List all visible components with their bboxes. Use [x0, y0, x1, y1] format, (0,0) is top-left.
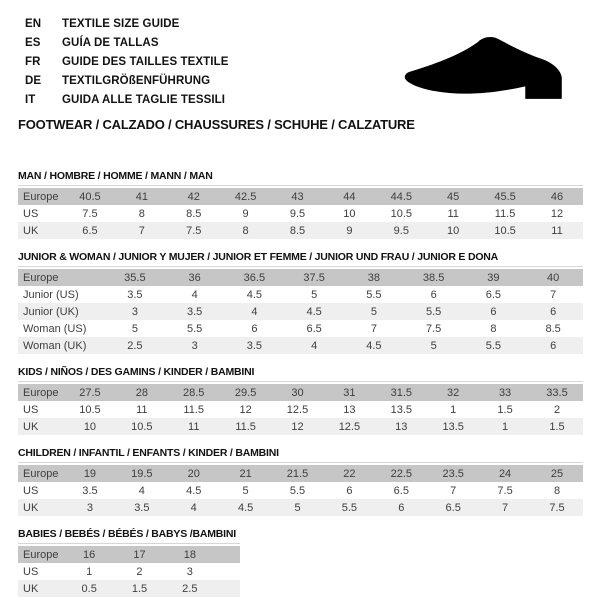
- row-label: US: [23, 207, 39, 220]
- size-cell: 27.5: [79, 386, 101, 399]
- row-label: UK: [23, 582, 39, 595]
- size-cell: 4: [251, 305, 258, 318]
- size-cell: 10: [447, 224, 460, 237]
- size-cell: 45.5: [494, 190, 516, 203]
- section-junior-woman: [18, 251, 583, 354]
- size-cell: 21.5: [286, 467, 309, 480]
- row-label: UK: [23, 420, 39, 433]
- divider: [18, 543, 240, 544]
- size-cell: 7: [550, 288, 557, 301]
- size-cell: 6: [251, 322, 258, 335]
- table-row: [18, 320, 583, 337]
- table-row: [18, 546, 240, 563]
- size-cell: 11: [447, 207, 459, 220]
- header: [18, 14, 583, 132]
- size-cell: 21: [239, 467, 252, 480]
- size-cell: 25: [550, 467, 564, 480]
- size-cell: 5: [370, 305, 377, 318]
- row-label: US: [23, 565, 39, 578]
- size-cell: 8.5: [186, 207, 202, 220]
- size-cell: 29.5: [234, 386, 257, 399]
- table-title: CHILDREN / INFANTIL / ENFANTS / KINDER / BAMBINI: [18, 447, 279, 459]
- row-label: Woman (UK): [23, 339, 87, 352]
- size-cell: 2: [136, 565, 143, 578]
- size-cell: 7: [502, 501, 509, 514]
- size-cell: 7.5: [82, 207, 98, 220]
- size-cell: 23.5: [442, 467, 464, 480]
- size-cell: 6: [490, 305, 497, 318]
- size-cell: 10: [343, 207, 356, 220]
- size-table: [18, 384, 583, 435]
- size-cell: 11: [136, 403, 148, 416]
- size-cell: 4: [138, 484, 145, 497]
- size-cell: 31: [343, 386, 356, 399]
- size-cell: 3.5: [246, 339, 263, 352]
- table-row: [18, 303, 583, 320]
- size-cell: 40: [547, 271, 560, 284]
- size-cell: 3.5: [134, 501, 150, 514]
- table-row: [18, 222, 583, 239]
- size-cell: 3.5: [82, 484, 98, 497]
- size-cell: 43: [291, 190, 304, 203]
- size-cell: 2.5: [182, 582, 198, 595]
- row-label: Europe: [23, 386, 59, 399]
- size-cell: 24: [498, 467, 512, 480]
- size-cell: 9: [242, 207, 249, 220]
- size-cell: 4: [311, 339, 318, 352]
- spacer-cell: [215, 580, 240, 597]
- size-cell: 6.5: [393, 484, 409, 497]
- divider: [18, 185, 583, 186]
- row-label: Europe: [23, 467, 59, 480]
- size-cell: 42: [187, 190, 200, 203]
- category-title: FOOTWEAR / CALZADO / CHAUSSURES / SCHUHE / CALZATURE: [18, 117, 415, 132]
- language-label: GUÍA DE TALLAS: [62, 36, 159, 49]
- table-row: [18, 337, 583, 354]
- size-cell: 13: [343, 403, 356, 416]
- size-cell: 39: [487, 271, 500, 284]
- size-cell: 3: [191, 339, 198, 352]
- size-cell: 5.5: [341, 501, 358, 514]
- size-cell: 13.5: [390, 403, 412, 416]
- table-row: [18, 205, 583, 222]
- size-cell: 41: [135, 190, 148, 203]
- table-title: KIDS / NIÑOS / DES GAMINS / KINDER / BAMBINI: [18, 366, 255, 378]
- row-label: Junior (US): [23, 288, 79, 301]
- size-table: [18, 188, 583, 239]
- size-table: [18, 465, 583, 516]
- size-cell: 4.5: [237, 501, 254, 514]
- size-cell: 6.5: [82, 224, 98, 237]
- size-table: [18, 269, 583, 354]
- size-cell: 8: [242, 224, 249, 237]
- size-cell: 5: [242, 484, 249, 497]
- row-label: Europe: [23, 548, 59, 561]
- size-cell: 12: [239, 403, 252, 416]
- table-title: MAN / HOMBRE / HOMME / MANN / MAN: [18, 170, 213, 182]
- size-cell: 37.5: [303, 271, 325, 284]
- size-cell: 5.5: [425, 305, 442, 318]
- size-cell: 6: [398, 501, 405, 514]
- size-tables: [18, 170, 583, 597]
- size-cell: 1: [450, 403, 457, 416]
- row-label: US: [23, 484, 39, 497]
- table-row: [18, 465, 583, 482]
- size-cell: 1: [86, 565, 93, 578]
- size-cell: 36.5: [243, 271, 266, 284]
- size-cell: 7.5: [425, 322, 442, 335]
- size-cell: 8: [490, 322, 497, 335]
- table-title: JUNIOR & WOMAN / JUNIOR Y MUJER / JUNIOR ET FEMME / JUNIOR UND FRAU / JUNIOR E DONA: [18, 251, 499, 263]
- size-cell: 12: [291, 420, 304, 433]
- language-code: DE: [25, 74, 42, 87]
- size-cell: 5: [131, 322, 138, 335]
- size-cell: 45: [447, 190, 460, 203]
- table-row: [18, 384, 583, 401]
- size-cell: 10.5: [131, 420, 153, 433]
- section-babies: [18, 528, 583, 597]
- language-code: ES: [25, 36, 41, 49]
- size-cell: 5.5: [289, 484, 306, 497]
- table-row: [18, 401, 583, 418]
- language-code: EN: [25, 17, 42, 30]
- size-cell: 46: [550, 190, 564, 203]
- size-cell: 9: [346, 224, 353, 237]
- table-row: [18, 499, 583, 516]
- size-cell: 6: [550, 305, 557, 318]
- size-cell: 3: [86, 501, 93, 514]
- size-cell: 4: [190, 501, 197, 514]
- size-cell: 5.5: [485, 339, 502, 352]
- size-cell: 4.5: [186, 484, 202, 497]
- size-cell: 11.5: [183, 403, 205, 416]
- size-cell: 40.5: [79, 190, 101, 203]
- size-cell: 12: [550, 207, 564, 220]
- size-cell: 13: [395, 420, 408, 433]
- size-cell: 35.5: [124, 271, 146, 284]
- size-cell: 8: [138, 207, 145, 220]
- size-cell: 28: [135, 386, 148, 399]
- size-cell: 33: [498, 386, 512, 399]
- size-cell: 8.5: [545, 322, 561, 335]
- size-cell: 3: [131, 305, 138, 318]
- table-row: [18, 580, 240, 597]
- size-cell: 19: [83, 467, 97, 480]
- table-row: [18, 418, 583, 435]
- size-cell: 42.5: [234, 190, 257, 203]
- table-row: [18, 563, 240, 580]
- spacer-cell: [215, 546, 240, 563]
- size-cell: 10.5: [79, 403, 101, 416]
- table-row: [18, 286, 583, 303]
- divider: [18, 381, 583, 382]
- size-cell: 11: [551, 224, 563, 237]
- size-cell: 1.5: [497, 403, 513, 416]
- row-label: UK: [23, 224, 39, 237]
- size-cell: 22: [343, 467, 356, 480]
- table-row: [18, 269, 583, 286]
- size-cell: 5: [430, 339, 437, 352]
- size-cell: 7: [138, 224, 145, 237]
- size-cell: 7: [370, 322, 377, 335]
- size-cell: 28.5: [183, 386, 205, 399]
- size-cell: 7.5: [549, 501, 565, 514]
- size-cell: 6.5: [306, 322, 322, 335]
- size-cell: 0.5: [81, 582, 97, 595]
- size-cell: 5.5: [186, 322, 203, 335]
- language-label: TEXTILGRÖßENFÜHRUNG: [62, 74, 211, 87]
- language-label: TEXTILE SIZE GUIDE: [62, 17, 180, 30]
- size-cell: 6.5: [485, 288, 502, 301]
- size-cell: 36: [188, 271, 201, 284]
- size-cell: 22.5: [390, 467, 412, 480]
- size-cell: 3.5: [186, 305, 203, 318]
- size-cell: 19.5: [131, 467, 153, 480]
- section-children: [18, 447, 583, 516]
- size-cell: 1: [502, 420, 509, 433]
- size-cell: 12.5: [286, 403, 309, 416]
- size-cell: 20: [187, 467, 200, 480]
- size-cell: 5: [311, 288, 318, 301]
- row-label: Europe: [23, 190, 59, 203]
- size-cell: 44.5: [390, 190, 412, 203]
- size-cell: 7.5: [186, 224, 202, 237]
- size-cell: 7: [450, 484, 457, 497]
- section-kids: [18, 366, 583, 435]
- size-cell: 6: [550, 339, 557, 352]
- size-cell: 11: [188, 420, 200, 433]
- size-cell: 4.5: [306, 305, 322, 318]
- size-cell: 12.5: [338, 420, 361, 433]
- size-cell: 9.5: [289, 207, 306, 220]
- size-cell: 18: [183, 548, 196, 561]
- divider: [18, 462, 583, 463]
- spacer-cell: [215, 563, 240, 580]
- language-code: FR: [25, 55, 41, 68]
- size-cell: 11.5: [235, 420, 256, 433]
- size-cell: 13.5: [442, 420, 464, 433]
- size-cell: 8.5: [289, 224, 306, 237]
- size-cell: 31.5: [390, 386, 412, 399]
- size-cell: 10: [83, 420, 97, 433]
- size-cell: 17: [133, 548, 146, 561]
- divider: [18, 266, 583, 267]
- size-cell: 1.5: [549, 420, 565, 433]
- size-cell: 5: [294, 501, 301, 514]
- language-label: GUIDA ALLE TAGLIE TESSILI: [62, 93, 226, 106]
- table-row: [18, 482, 583, 499]
- language-label: GUIDE DES TAILLES TEXTILE: [62, 55, 229, 68]
- size-cell: 6: [430, 288, 437, 301]
- size-cell: 8: [553, 484, 561, 497]
- size-table: [18, 546, 240, 597]
- size-cell: 3.5: [127, 288, 143, 301]
- dress-shoe-icon: [398, 30, 576, 108]
- size-cell: 6: [346, 484, 353, 497]
- size-cell: 3: [186, 565, 193, 578]
- row-label: Junior (UK): [23, 305, 79, 318]
- row-label: Woman (US): [23, 322, 87, 335]
- size-cell: 4.5: [366, 339, 382, 352]
- size-cell: 9.5: [393, 224, 409, 237]
- size-cell: 4: [191, 288, 198, 301]
- table-title: BABIES / BEBÉS / BÉBÉS / BABYS /BAMBINI: [18, 528, 236, 540]
- section-man: [18, 170, 583, 239]
- size-cell: 2.5: [127, 339, 143, 352]
- size-cell: 5.5: [366, 288, 382, 301]
- size-cell: 10.5: [494, 224, 516, 237]
- size-cell: 30: [291, 386, 304, 399]
- size-cell: 16: [83, 548, 96, 561]
- size-cell: 2: [553, 403, 561, 416]
- size-cell: 4.5: [246, 288, 263, 301]
- row-label: US: [23, 403, 39, 416]
- size-cell: 11.5: [494, 207, 516, 220]
- size-cell: 7.5: [497, 484, 513, 497]
- size-cell: 44: [343, 190, 356, 203]
- size-cell: 33.5: [546, 386, 568, 399]
- row-label: UK: [23, 501, 39, 514]
- size-cell: 38.5: [422, 271, 445, 284]
- size-cell: 6.5: [445, 501, 461, 514]
- language-code: IT: [25, 93, 36, 106]
- size-cell: 38: [367, 271, 380, 284]
- table-row: [18, 188, 583, 205]
- size-cell: 32: [447, 386, 460, 399]
- size-cell: 10.5: [390, 207, 412, 220]
- row-label: Europe: [23, 271, 59, 284]
- size-cell: 1.5: [131, 582, 148, 595]
